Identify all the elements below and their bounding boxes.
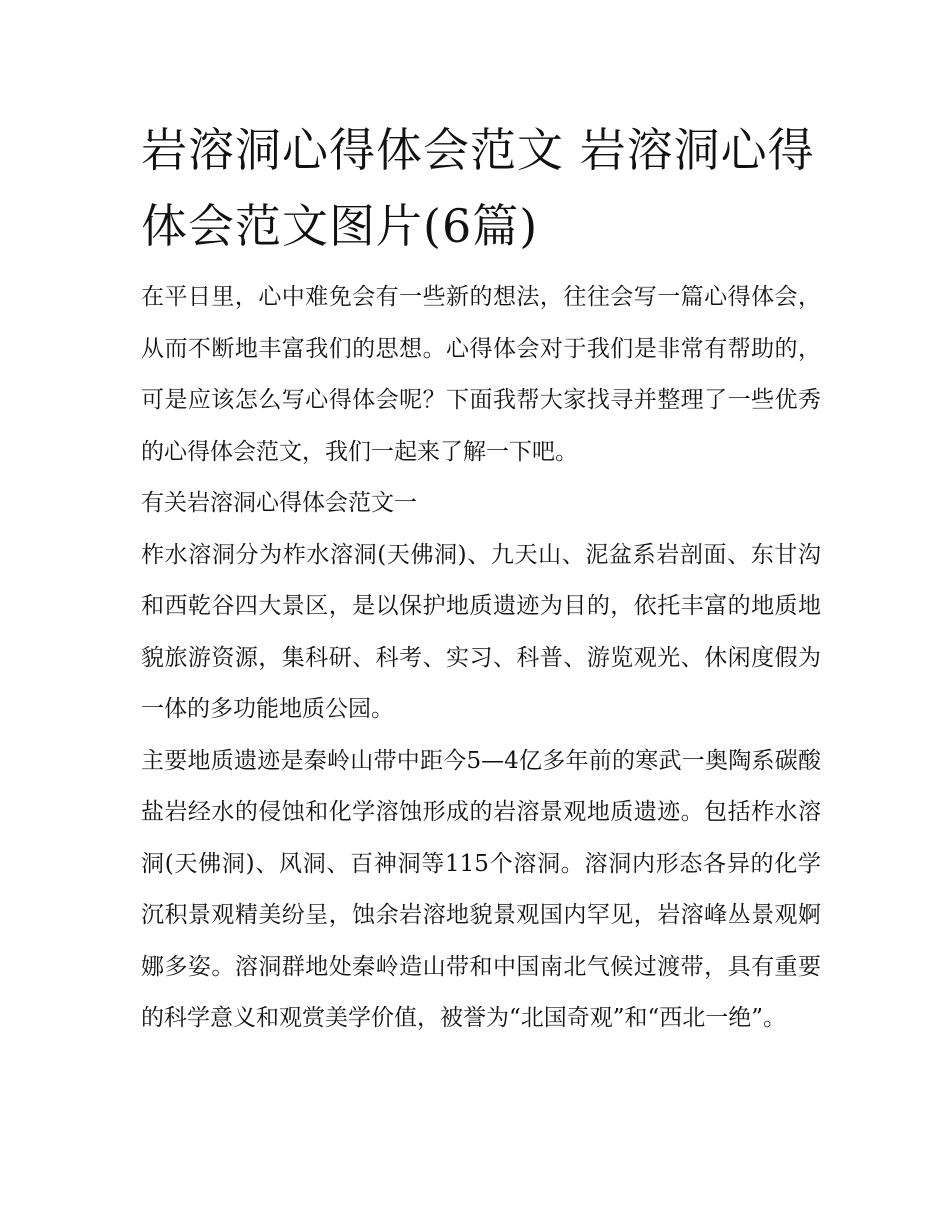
body-paragraph-1: 柞水溶洞分为柞水溶洞(天佛洞)、九天山、泥盆系岩剖面、东甘沟和西乾谷四大景区，是以保护地质遗迹为目的，依托丰富的地质地貌旅游资源，集科研、科考、实习、科普、游览观光、休闲度假为一体的多功能地质公园。 — [141, 541, 821, 722]
intro-paragraph: 在平日里，心中难免会有一些新的想法，往往会写一篇心得体会，从而不断地丰富我们的思想。心得体会对于我们是非常有帮助的，可是应该怎么写心得体会呢？下面我帮大家找寻并整理了一些优秀的心得体会范文，我们一起来了解一下吧。 — [141, 284, 821, 465]
section-heading: 有关岩溶洞心得体会范文一 — [141, 490, 417, 516]
body-paragraph-2: 主要地质遗迹是秦岭山带中距今5—4亿多年前的寒武一奥陶系碳酸盐岩经水的侵蚀和化学溶蚀形成的岩溶景观地质遗迹。包括柞水溶洞(天佛洞)、风洞、百神洞等115个溶洞。溶洞内形态各异的化学沉积景观精美纷呈，蚀余岩溶地貌景观国内罕见，岩溶峰丛景观婀娜多姿。溶洞群地处秦岭造山带和中国南北气候过渡带，具有重要的科学意义和观赏美学价值，被誉为“北国奇观”和“西北一绝”。 — [141, 747, 821, 1031]
document-title: 岩溶洞心得体会范文 岩溶洞心得体会范文图片(6篇) — [141, 123, 815, 253]
document-body — [141, 112, 821, 1045]
